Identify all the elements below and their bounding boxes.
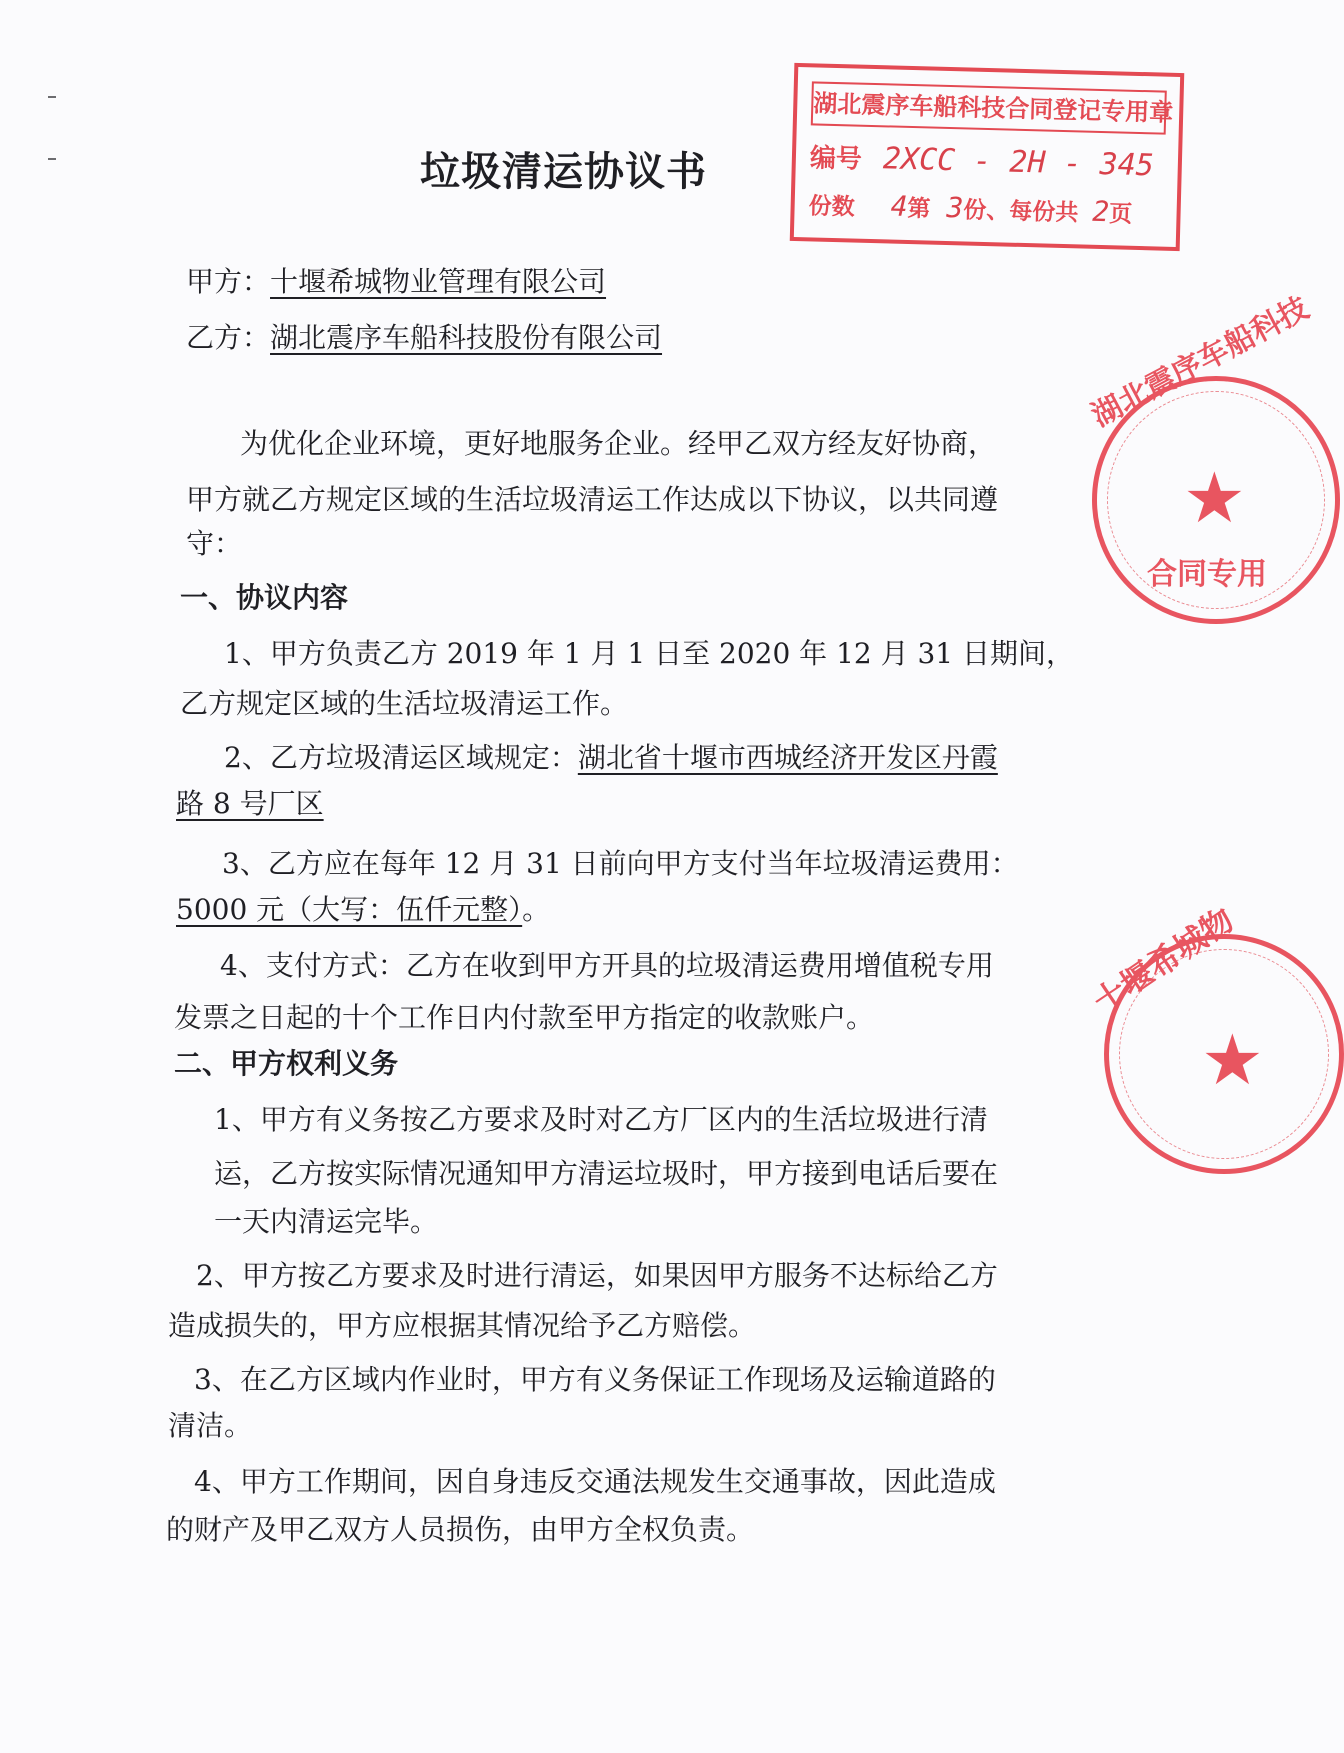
copies-text: 第 bbox=[907, 195, 931, 223]
clause-line: 1、甲方有义务按乙方要求及时对乙方厂区内的生活垃圾进行清 bbox=[214, 1103, 988, 1136]
seal-arc-text: 湖北震序车船科技 bbox=[1086, 290, 1315, 435]
clause-line: 运，乙方按实际情况通知甲方清运垃圾时，甲方接到电话后要在 bbox=[214, 1157, 999, 1190]
section-heading: 二、甲方权利义务 bbox=[174, 1047, 399, 1080]
copies-label: 份数 bbox=[808, 193, 855, 221]
fee-amount: 5000 元（大写：伍仟元整） bbox=[176, 893, 523, 926]
copies-handwritten: 2 bbox=[1091, 194, 1110, 229]
registration-stamp bbox=[790, 63, 1185, 251]
party-a-label: 甲方： bbox=[186, 265, 271, 298]
company-seal-a bbox=[1086, 900, 1344, 1174]
star-icon: ★ bbox=[1183, 457, 1246, 539]
intro-line: 为优化企业环境，更好地服务企业。经甲乙双方经友好协商， bbox=[240, 427, 997, 460]
registration-number-label: 编号 bbox=[809, 143, 863, 175]
star-icon: ★ bbox=[1201, 1019, 1264, 1101]
clause-line: 造成损失的，甲方应根据其情况给予乙方赔偿。 bbox=[168, 1309, 757, 1342]
registration-number-value: 2XCC - 2H - 345 bbox=[882, 141, 1155, 184]
clause-line: 2、甲方按乙方要求及时进行清运，如果因甲方服务不达标给乙方 bbox=[196, 1259, 998, 1292]
clause-line: 乙方规定区域的生活垃圾清运工作。 bbox=[180, 687, 629, 720]
clause-line: 发票之日起的十个工作日内付款至甲方指定的收款账户。 bbox=[174, 1001, 875, 1034]
party-a bbox=[186, 262, 606, 302]
seal-arc-text: 十堰希城物 bbox=[1086, 900, 1241, 1022]
clause-line: 3、乙方应在每年 12 月 31 日前向甲方支付当年垃圾清运费用： bbox=[222, 847, 1019, 880]
scan-mark bbox=[48, 158, 56, 160]
document-title: 垃圾清运协议书 bbox=[420, 149, 707, 195]
company-seal-b bbox=[1086, 290, 1340, 624]
clause-line bbox=[224, 738, 998, 778]
copies-text: 份、每份共 bbox=[963, 197, 1079, 227]
clause-text: 2、乙方垃圾清运区域规定： bbox=[224, 741, 578, 774]
clause-line bbox=[176, 890, 550, 930]
copies-handwritten: 3 bbox=[946, 190, 964, 225]
clause-line bbox=[176, 784, 324, 824]
registration-number bbox=[809, 137, 1154, 183]
factory-address: 湖北省十堰市西城经济开发区丹霞 bbox=[577, 741, 998, 774]
clause-line: 3、在乙方区域内作业时，甲方有义务保证工作现场及运输道路的 bbox=[194, 1363, 996, 1396]
party-b bbox=[186, 318, 662, 358]
section-heading: 一、协议内容 bbox=[180, 581, 349, 614]
intro-line: 甲方就乙方规定区域的生活垃圾清运工作达成以下协议，以共同遵 bbox=[186, 483, 999, 516]
clause-line: 4、支付方式：乙方在收到甲方开具的垃圾清运费用增值税专用 bbox=[220, 949, 994, 982]
party-b-label: 乙方： bbox=[186, 321, 271, 354]
party-b-name: 湖北震序车船科技股份有限公司 bbox=[270, 321, 663, 354]
clause-text: 。 bbox=[522, 893, 551, 926]
scan-mark bbox=[48, 96, 56, 98]
party-a-name: 十堰希城物业管理有限公司 bbox=[270, 265, 607, 298]
intro-line: 守： bbox=[186, 527, 243, 560]
registration-stamp-title: 湖北震序车船科技合同登记专用章 bbox=[811, 81, 1167, 134]
clause-line: 清洁。 bbox=[168, 1409, 253, 1442]
seal-bottom-text: 合同专用 bbox=[1147, 557, 1267, 592]
factory-address: 路 8 号厂区 bbox=[176, 787, 324, 820]
copies-text: 页 bbox=[1108, 201, 1133, 228]
clause-line: 1、甲方负责乙方 2019 年 1 月 1 日至 2020 年 12 月 31 日期间， bbox=[224, 637, 1075, 670]
clause-line: 一天内清运完毕。 bbox=[214, 1205, 439, 1238]
clause-line: 4、甲方工作期间，因自身违反交通法规发生交通事故，因此造成 bbox=[194, 1465, 996, 1498]
registration-copies bbox=[808, 187, 1132, 228]
clause-line: 的财产及甲乙双方人员损伤，由甲方全权负责。 bbox=[166, 1513, 755, 1546]
copies-handwritten: 4 bbox=[890, 189, 908, 223]
